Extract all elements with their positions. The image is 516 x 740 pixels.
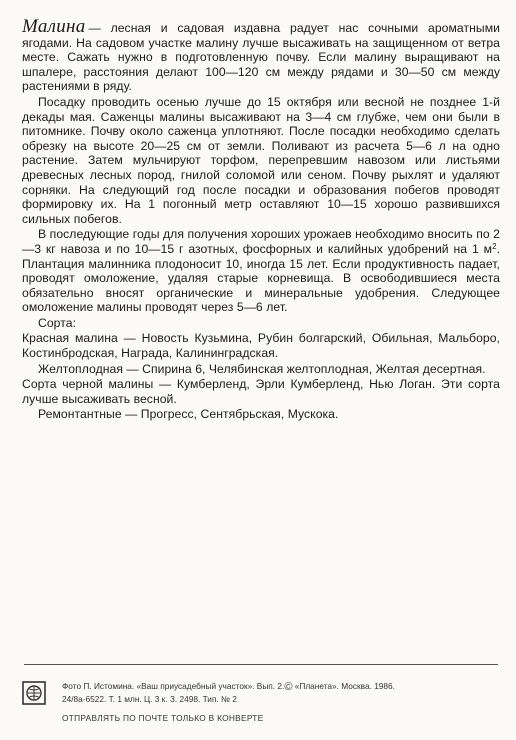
print-info: 24/8а-6522. Т. 1 млн. Ц. 3 к. З. 2498. Тип. № 2 bbox=[62, 694, 237, 704]
copyright-symbol: © bbox=[284, 681, 293, 693]
yellow-varieties: Желтоплодная — Спирина 6, Челябинская желтоплодная, Желтая десертная. bbox=[38, 361, 486, 376]
fertilizer-paragraph bbox=[22, 227, 500, 315]
red-varieties: Красная малина — Новость Кузьмина, Рубин болгарский, Обильная, Мальборо, Костинбродская, Награда, Калининградская. bbox=[22, 331, 500, 361]
footer-divider bbox=[24, 664, 498, 665]
fertilizer-text-a: В последующие годы для получения хороших урожаев необходимо вносить по 2—3 кг навоза и по 10—15 г азотных, фосфорных и калийных удобрений на 1 м bbox=[22, 227, 500, 256]
fertilizer-unit-exponent: 2 bbox=[492, 241, 497, 251]
black-varieties: Сорта черной малины — Кумберленд, Эрли Кумберленд, Нью Логан. Эти сорта лучше высаживать весной. bbox=[22, 377, 500, 406]
footer bbox=[22, 676, 498, 730]
mailing-notice: ОТПРАВЛЯТЬ ПО ПОЧТЕ ТОЛЬКО В КОНВЕРТЕ bbox=[62, 713, 264, 723]
article-body bbox=[22, 16, 500, 423]
remontant-varieties: Ремонтантные — Прогресс, Сентябрьская, Мускока. bbox=[38, 407, 339, 422]
varieties-heading: Сорта: bbox=[38, 315, 76, 330]
article-title: Малина bbox=[22, 16, 86, 37]
credit-line bbox=[62, 680, 492, 693]
publisher-logo-icon bbox=[22, 681, 46, 705]
credit-text-a: Фото П. Истомина. «Ваш приусадебный участок». Вып. 2. bbox=[62, 681, 285, 691]
planting-paragraph: Посадку проводить осенью лучше до 15 октября или весной не позднее 1-й декады мая. Саженцы малины высаживают на 3—4 см глубже, чем они были в питомнике. Почву около саженца уплотняют. После посадки необходимо сделать обрезку на высоте 20—25 см от земли. Поливают из расчета 5—6 л на одно растение. Затем мульчируют торфом, перепревшим навозом или листьями древесных лесных пород, гнилой соломой или сеном. Почву рыхлят и удаляют сорняки. На следующий год после посадки и образования побегов проводят формировку их. На 1 погонный метр оставляют 10—15 хорошо развившихся сильных побегов. bbox=[22, 94, 500, 226]
intro-text: — лесная и садовая издавна радует нас сочными ароматными ягодами. На садовом участке малину лучше высаживать на защищенном от ветра месте. Сажать нужно в подготовленную почву. Если малину выращивают на шпалере, расстояния делают 100—120 см между рядами и 30—50 см между растениями в ряду. bbox=[22, 21, 500, 94]
intro-paragraph bbox=[22, 16, 500, 94]
credit-text-b: «Планета». Москва. 1986. bbox=[292, 681, 395, 691]
fertilizer-text-b: . Плантация малинника плодоносит 10, иногда 15 лет. Если продуктивность падает, проводят омоложение, удаляя старые корневища. В освободившиеся места обязательно вносят органические и минеральные удобрения. Следующее омоложение малины проводят через 5—6 лет. bbox=[22, 241, 500, 315]
credits bbox=[62, 680, 492, 705]
